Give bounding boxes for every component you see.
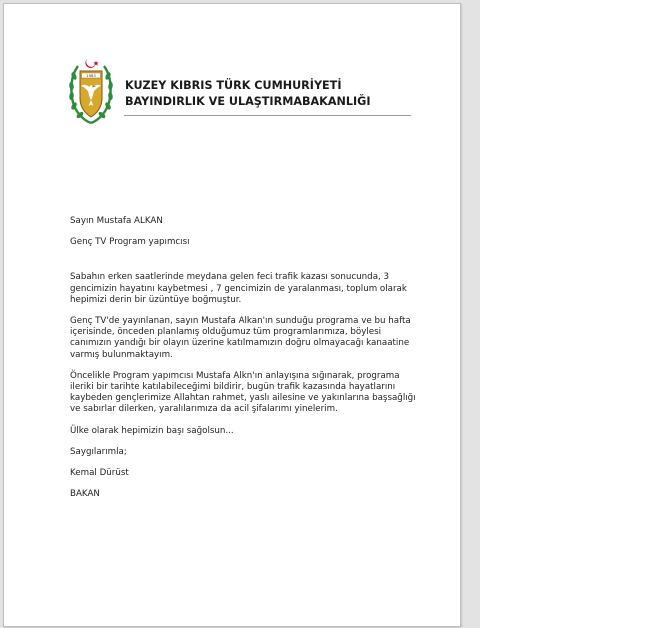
paragraph-1: Sabahın erken saatlerinde meydana gelen feci trafik kazası sonucunda, 3 gencimizin hayatını kaybetmesi , 7 gencimizin de yaralanması, toplum olarak hepimizi derin bir üzüntüye boğmuştur. (70, 272, 407, 305)
document-page (3, 3, 461, 627)
ministry-name: BAYINDIRLIK VE ULAŞTIRMABAKANLIĞI (125, 95, 371, 108)
closing: Saygılarımla; (70, 446, 127, 457)
svg-text:1983: 1983 (86, 73, 96, 78)
letter-body (70, 216, 420, 500)
state-emblem-icon (67, 56, 115, 130)
header-divider (124, 115, 411, 116)
salutation: Sayın Mustafa ALKAN (70, 216, 163, 226)
recipient-title: Genç TV Program yapımcısı (70, 237, 190, 248)
republic-name: KUZEY KIBRIS TÜRK CUMHURİYETİ (125, 79, 342, 92)
paragraph-4: Ülke olarak hepimizin başı sağolsun... (70, 425, 234, 436)
signer-name: Kemal Dürüst (70, 468, 129, 479)
signer-title: BAKAN (70, 489, 100, 500)
ministry-header (125, 78, 371, 110)
paragraph-3: Öncelikle Program yapımcısı Mustafa Alkn'ın anlayışına sığınarak, programa ileriki bir tarihte katılabileceğimi bildirir, bugün trafik kazasında hayatlarını kaybeden gençlerimize Allahtan rahmet, yaslı ailesine ve yakınlarına başsağlığı ve sabırlar dilerken, yaralılarımıza da acil şifalarımı yinelerim. (70, 370, 416, 415)
paragraph-2: Genç TV'de yayınlanan, sayın Mustafa Alkan'ın sunduğu programa ve bu hafta içerisinde, önceden planlamış olduğumuz tüm programlarımıza, böylesi canımızın yandığı bir olayın üzerine katılmamızın doğru olmayacağı kanaatine varmış bulunmaktayım. (70, 316, 411, 360)
